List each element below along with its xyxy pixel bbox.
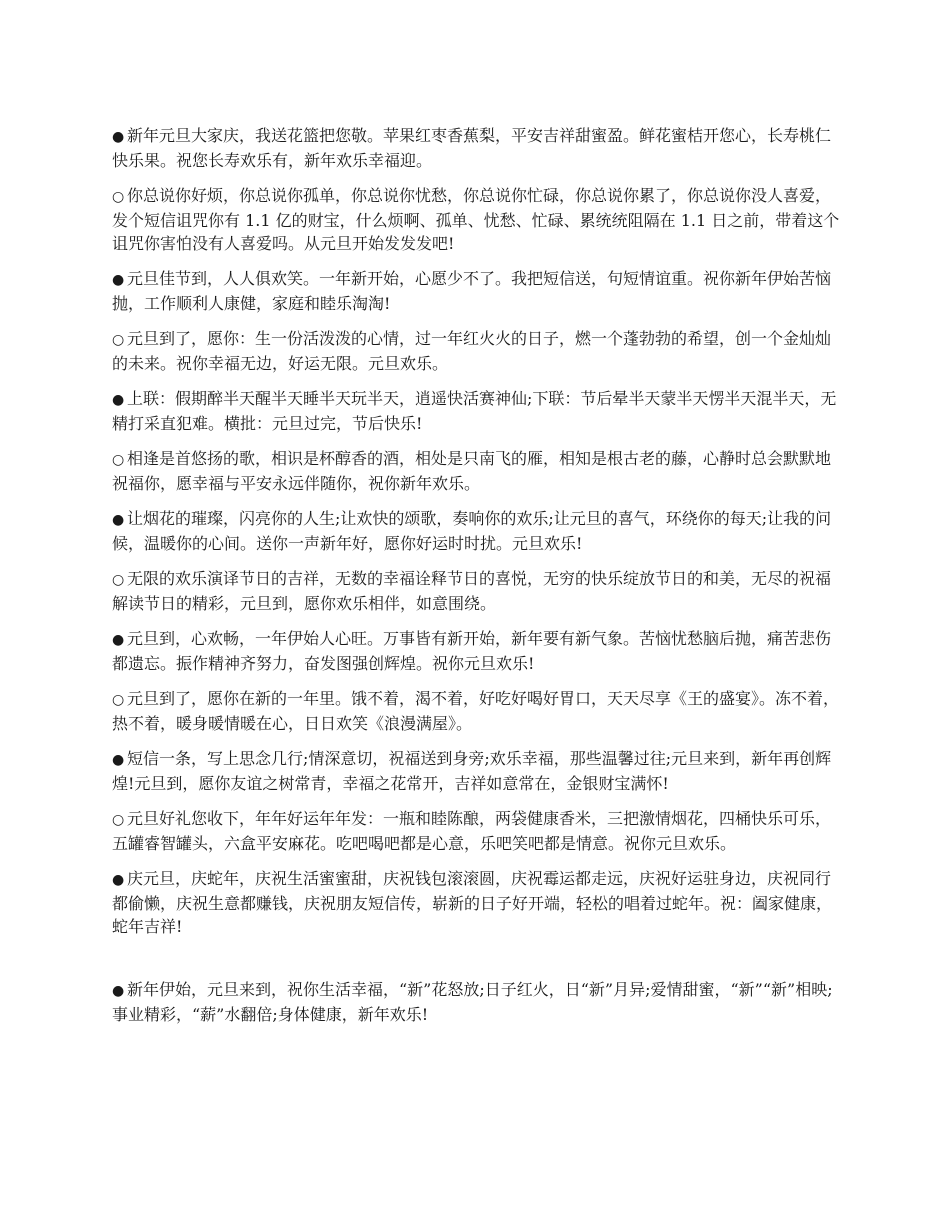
paragraph-text: 元旦佳节到，人人俱欢笑。一年新开始，心愿少不了。我把短信送，句短情谊重。祝你新年伊始苦恼抛，工作顺利人康健，家庭和睦乐淘淘!: [112, 269, 832, 313]
paragraph-14: [112, 978, 840, 1026]
paragraph-text: 无限的欢乐演译节日的吉祥，无数的幸福诠释节日的喜悦，无穷的快乐绽放节日的和美，无尽的祝福解读节日的精彩，元旦到，愿你欢乐相伴，如意围绕。: [112, 569, 832, 613]
paragraph-text: 元旦到，心欢畅，一年伊始人心旺。万事皆有新开始，新年要有新气象。苦恼忧愁脑后抛，痛苦悲伤都遗忘。振作精神齐努力，奋发图强创辉煌。祝你元旦欢乐!: [112, 629, 832, 673]
filled-bullet-icon: ●: [112, 632, 125, 648]
paragraph-1: [112, 124, 840, 172]
filled-bullet-icon: ●: [112, 752, 125, 768]
hollow-bullet-icon: ○: [112, 332, 125, 348]
paragraph-5: [112, 387, 840, 435]
filled-bullet-icon: ●: [112, 983, 125, 999]
filled-bullet-icon: ●: [112, 512, 125, 528]
filled-bullet-icon: ●: [112, 129, 125, 145]
paragraph-text: 你总说你好烦，你总说你孤单，你总说你忧愁，你总说你忙碌，你总说你累了，你总说你没人喜爱，发个短信诅咒你有 1.1 亿的财宝，什么烦啊、孤单、忧愁、忙碌、累统统阻隔在 1.1 日之前，带着这个诅咒你害怕没有人喜爱吗。从元旦开始发发发吧!: [112, 186, 840, 253]
paragraph-10: [112, 687, 840, 735]
document-body: [112, 124, 840, 1038]
paragraph-7: [112, 507, 840, 555]
hollow-bullet-icon: ○: [112, 572, 125, 588]
paragraph-3: [112, 267, 840, 315]
paragraph-9: [112, 627, 840, 675]
paragraph-text: 新年元旦大家庆，我送花篮把您敬。苹果红枣香蕉梨，平安吉祥甜蜜盈。鲜花蜜桔开您心，长寿桃仁快乐果。祝您长寿欢乐有，新年欢乐幸福迎。: [112, 126, 832, 170]
paragraph-4: [112, 327, 840, 375]
hollow-bullet-icon: ○: [112, 452, 125, 468]
paragraph-text: 上联：假期醉半天醒半天睡半天玩半天，逍遥快活赛神仙;下联：节后晕半天蒙半天愣半天混半天，无精打采直犯难。横批：元旦过完，节后快乐!: [112, 389, 837, 433]
paragraph-text: 短信一条，写上思念几行;情深意切，祝福送到身旁;欢乐幸福，那些温馨过往;元旦来到，新年再创辉煌!元旦到，愿你友谊之树常青，幸福之花常开，吉祥如意常在，金银财宝满怀!: [112, 749, 832, 793]
paragraph-text: 新年伊始，元旦来到，祝你生活幸福，“新”花怒放;日子红火，日“新”月异;爱情甜蜜，“新”“新”相映;事业精彩，“薪”水翻倍;身体健康，新年欢乐!: [112, 980, 833, 1024]
filled-bullet-icon: ●: [112, 872, 125, 888]
paragraph-13: [112, 867, 840, 938]
hollow-bullet-icon: ○: [112, 692, 125, 708]
paragraph-text: 元旦好礼您收下，年年好运年年发：一瓶和睦陈酿，两袋健康香米，三把激情烟花，四桶快乐可乐，五罐睿智罐头，六盒平安麻花。吃吧喝吧都是心意，乐吧笑吧都是情意。祝你元旦欢乐。: [112, 809, 832, 853]
paragraph-text: 让烟花的璀璨，闪亮你的人生;让欢快的颂歌，奏响你的欢乐;让元旦的喜气，环绕你的每天;让我的问候，温暖你的心间。送你一声新年好，愿你好运时时扰。元旦欢乐!: [112, 509, 832, 553]
paragraph-text: 庆元旦，庆蛇年，庆祝生活蜜蜜甜，庆祝钱包滚滚圆，庆祝霉运都走远，庆祝好运驻身边，庆祝同行都偷懒，庆祝生意都赚钱，庆祝朋友短信传，崭新的日子好开端，轻松的唱着过蛇年。祝：阖家健康，蛇年吉祥!: [112, 869, 833, 936]
hollow-bullet-icon: ○: [112, 189, 125, 205]
paragraph-text: 相逢是首悠扬的歌，相识是杯醇香的酒，相处是只南飞的雁，相知是根古老的藤，心静时总会默默地祝福你，愿幸福与平安永远伴随你，祝你新年欢乐。: [112, 449, 832, 493]
filled-bullet-icon: ●: [112, 392, 125, 408]
paragraph-11: [112, 747, 840, 795]
paragraph-text: 元旦到了，愿你：生一份活泼泼的心情，过一年红火火的日子，燃一个蓬勃勃的希望，创一个金灿灿的未来。祝你幸福无边，好运无限。元旦欢乐。: [112, 329, 832, 373]
hollow-bullet-icon: ○: [112, 812, 125, 828]
paragraph-6: [112, 447, 840, 495]
paragraph-8: [112, 567, 840, 615]
paragraph-2: [112, 184, 840, 255]
filled-bullet-icon: ●: [112, 272, 125, 288]
paragraph-text: 元旦到了，愿你在新的一年里。饿不着，渴不着，好吃好喝好胃口，天天尽享《王的盛宴》。冻不着，热不着，暖身暖情暖在心，日日欢笑《浪漫满屋》。: [112, 689, 840, 733]
paragraph-12: [112, 807, 840, 855]
